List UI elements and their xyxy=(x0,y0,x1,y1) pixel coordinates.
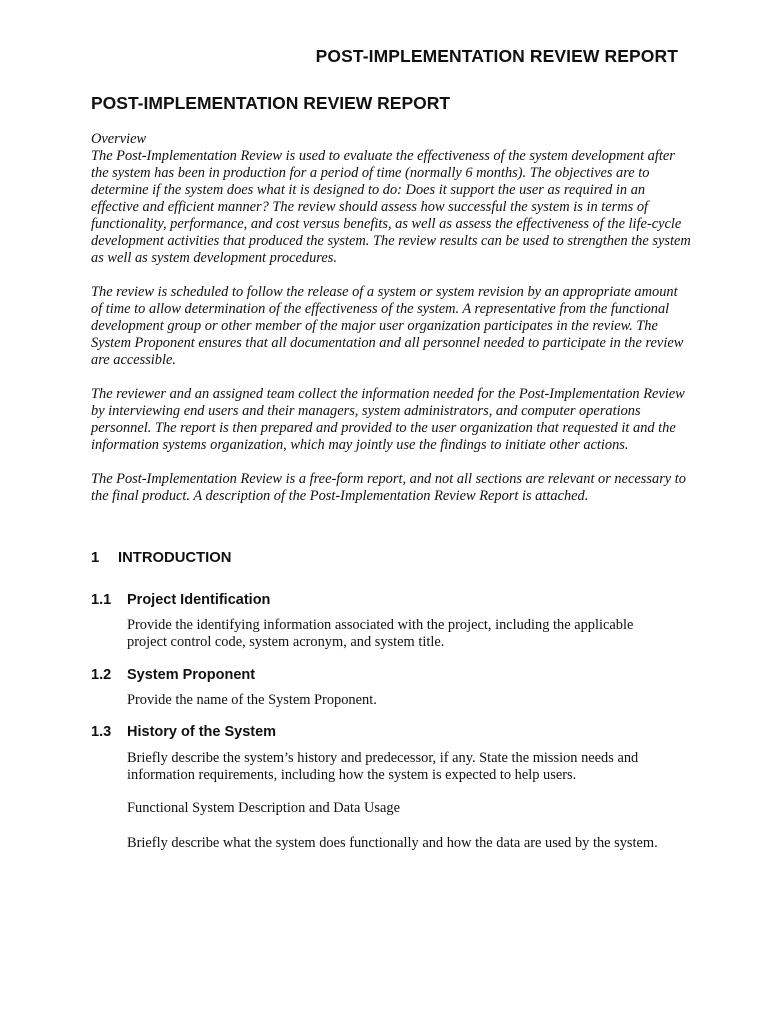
subsection-body-system-proponent xyxy=(127,692,667,709)
functional-description-heading xyxy=(127,800,667,817)
subsection-title: Project Identification xyxy=(127,592,271,608)
subsection-body-project-identification xyxy=(127,617,667,651)
functional-description-text: Briefly describe what the system does functionally and how the data are used by the system. xyxy=(127,835,658,851)
overview-section xyxy=(91,131,691,522)
subsection-body-history-of-system xyxy=(127,750,667,784)
section-heading-introduction xyxy=(91,550,231,566)
subsection-title: History of the System xyxy=(127,724,277,740)
subsection-text: Provide the identifying information associated with the project, including the applicable project control code, system acronym, and system title. xyxy=(127,617,634,650)
subsection-text: Provide the name of the System Proponent. xyxy=(127,692,377,708)
overview-paragraph-3: The reviewer and an assigned team collect the information needed for the Post-Implementation Review by interviewing end users and their managers, system administrators, and computer operations personnel. The report is then prepared and provided to the user organization that requested it and the information systems organization, which may jointly use the findings to initiate other actions. xyxy=(91,386,685,453)
overview-paragraph-1: The Post-Implementation Review is used to evaluate the effectiveness of the system development after the system has been in production for a period of time (normally 6 months). The objectives are to determine if the system does what it is designed to do: Does it support the user as required in an effective and efficient manner? The review should assess how successful the system is in terms of functionality, performance, and cost versus benefits, as well as assess the effectiveness of the life-cycle development activities that produced the system. The review results can be used to strengthen the system as well as system development procedures. xyxy=(91,148,691,266)
subsection-heading-history-of-system xyxy=(91,724,276,740)
section-title: INTRODUCTION xyxy=(118,550,232,566)
subsection-number: 1.3 xyxy=(91,724,112,740)
overview-paragraph-4: The Post-Implementation Review is a free-form report, and not all sections are relevant or necessary to the final product. A description of the Post-Implementation Review Report is attached. xyxy=(91,471,686,504)
overview-paragraph-2: The review is scheduled to follow the release of a system or system revision by an appropriate amount of time to allow determination of the effectiveness of the system. A representative from the functional development group or other member of the major user organization participates in the review. The System Proponent ensures that all documentation and all personnel needed to participate in the review are accessible. xyxy=(91,284,684,368)
subsection-number: 1.1 xyxy=(91,592,112,608)
document-title: POST-IMPLEMENTATION REVIEW REPORT xyxy=(91,93,451,113)
subsection-title: System Proponent xyxy=(127,667,256,683)
running-header: POST-IMPLEMENTATION REVIEW REPORT xyxy=(315,46,678,66)
subsection-heading-system-proponent xyxy=(91,667,255,683)
subsection-heading-project-identification xyxy=(91,592,270,608)
functional-description-label: Functional System Description and Data Usage xyxy=(127,800,400,816)
functional-description-body xyxy=(127,835,667,852)
subsection-number: 1.2 xyxy=(91,667,112,683)
subsection-text: Briefly describe the system’s history and predecessor, if any. State the mission needs and information requirements, including how the system is expected to help users. xyxy=(127,750,639,783)
section-number: 1 xyxy=(91,550,100,566)
overview-label: Overview xyxy=(91,131,147,147)
